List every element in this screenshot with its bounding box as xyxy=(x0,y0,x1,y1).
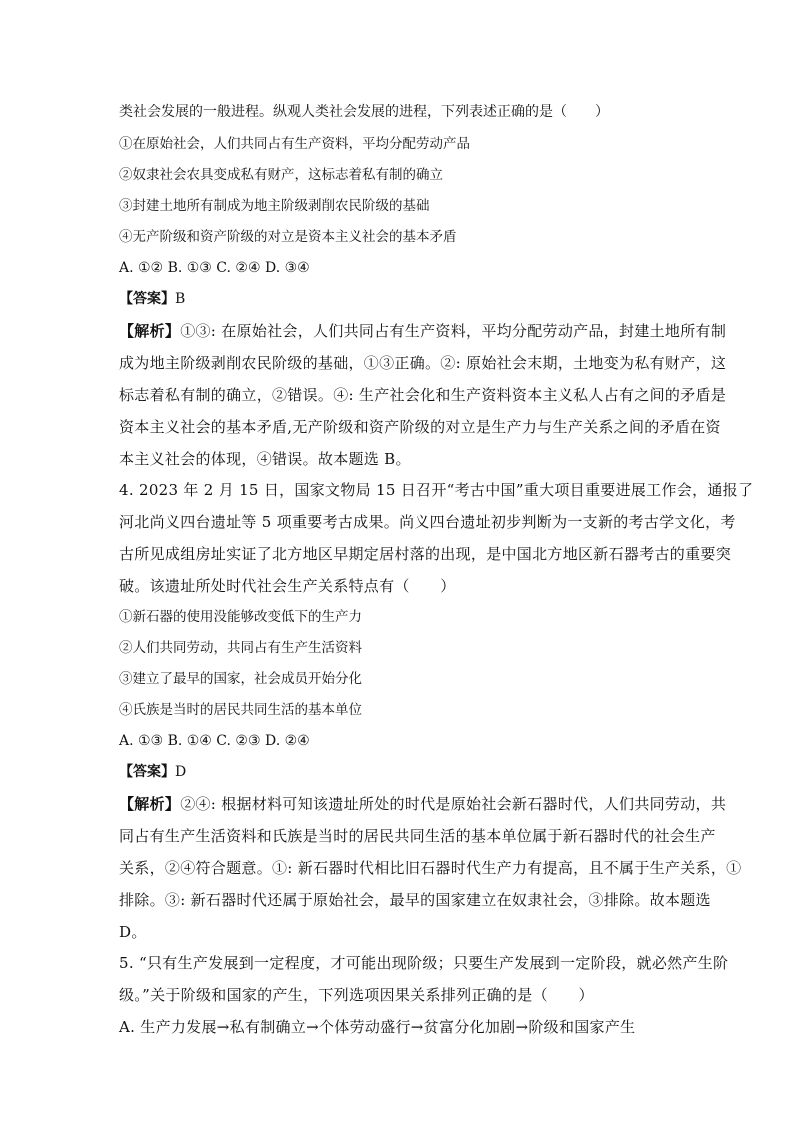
q3-analysis-text-1: ①③: 在原始社会，人们共同占有生产资料，平均分配劳动产品，封建土地所有制 xyxy=(180,322,727,340)
q3-stem-tail: 类社会发展的一般进程。纵观人类社会发展的进程，下列表述正确的是（ ） xyxy=(119,104,609,120)
q3-answer-value: B xyxy=(175,291,186,307)
q4-analysis-line-5: D。 xyxy=(119,923,147,941)
q4-option-3: ③建立了最早的国家，社会成员开始分化 xyxy=(119,671,362,687)
q3-analysis-line-5: 本主义社会的体现，④错误。故本题选 B。 xyxy=(119,450,411,468)
q4-stem-line-4: 破。该遗址所处时代社会生产关系特点有（ ） xyxy=(119,577,456,595)
q3-option-3: ③封建土地所有制成为地主阶级剥削农民阶级的基础 xyxy=(119,198,430,214)
q4-stem-line-3: 古所见成组房址实证了北方地区早期定居村落的出现，是中国北方地区新石器考古的重要突 xyxy=(119,545,732,563)
q4-analysis-line-2: 同占有生产生活资料和氏族是当时的居民共同生活的基本单位属于新石器时代的社会生产 xyxy=(119,827,716,845)
q4-option-1: ①新石器的使用没能够改变低下的生产力 xyxy=(119,609,362,625)
q3-answer xyxy=(119,289,185,309)
answer-label: 【答案】 xyxy=(119,291,175,307)
q5-stem-line-1: 5. “只有生产发展到一定程度，才可能出现阶级；只要生产发展到一定阶段，就必然产生阶 xyxy=(119,954,729,972)
q3-analysis-line-2: 成为地主阶级剥削农民阶级的基础，①③正确。②: 原始社会末期，土地变为私有财产，这 xyxy=(119,354,727,372)
q4-analysis-line-4: 排除。③: 新石器时代还属于原始社会，最早的国家建立在奴隶社会，③排除。故本题选 xyxy=(119,891,711,909)
q4-analysis-line-3: 关系，②④符合题意。①: 新石器时代相比旧石器时代生产力有提高，且不属于生产关系，① xyxy=(119,859,742,877)
q4-answer xyxy=(119,762,186,782)
q3-choices: A. ①② B. ①③ C. ②④ D. ③④ xyxy=(119,260,310,276)
q3-analysis-line-3: 标志着私有制的确立，②错误。④: 生产社会化和生产资料资本主义私人占有之间的矛盾是 xyxy=(119,386,727,404)
q4-answer-value: D xyxy=(175,764,187,780)
q4-analysis-text-1: ②④: 根据材料可知该遗址所处的时代是原始社会新石器时代，人们共同劳动，共 xyxy=(180,795,727,813)
q3-analysis-line-1 xyxy=(119,321,726,341)
q3-option-4: ④无产阶级和资产阶级的对立是资本主义社会的基本矛盾 xyxy=(119,229,457,245)
q4-option-2: ②人们共同劳动，共同占有生产生活资料 xyxy=(119,640,362,656)
q4-stem-line-2: 河北尚义四台遗址等 5 项重要考古成果。尚义四台遗址初步判断为一支新的考古学文化，考 xyxy=(119,513,736,531)
q4-choices: A. ①③ B. ①④ C. ②③ D. ②④ xyxy=(119,733,310,749)
answer-label: 【答案】 xyxy=(119,764,175,780)
q3-analysis-line-4: 资本主义社会的基本矛盾,无产阶级和资产阶级的对立是生产力与生产关系之间的矛盾在资 xyxy=(119,418,721,436)
q5-choice-a: A. 生产力发展→私有制确立→个体劳动盛行→贫富分化加剧→阶级和国家产生 xyxy=(119,1018,636,1036)
analysis-label: 【解析】 xyxy=(119,795,181,813)
q3-option-2: ②奴隶社会农具变成私有财产，这标志着私有制的确立 xyxy=(119,167,443,183)
q4-analysis-line-1 xyxy=(119,794,726,814)
q5-stem-line-2: 级。”关于阶级和国家的产生，下列选项因果关系排列正确的是（ ） xyxy=(119,986,594,1004)
q3-option-1: ①在原始社会，人们共同占有生产资料，平均分配劳动产品 xyxy=(119,136,470,152)
analysis-label: 【解析】 xyxy=(119,322,181,340)
q4-stem-line-1: 4. 2023 年 2 月 15 日，国家文物局 15 日召开“考古中国”重大项目重要进展工作会，通报了 xyxy=(119,481,754,499)
q4-option-4: ④氏族是当时的居民共同生活的基本单位 xyxy=(119,702,362,718)
